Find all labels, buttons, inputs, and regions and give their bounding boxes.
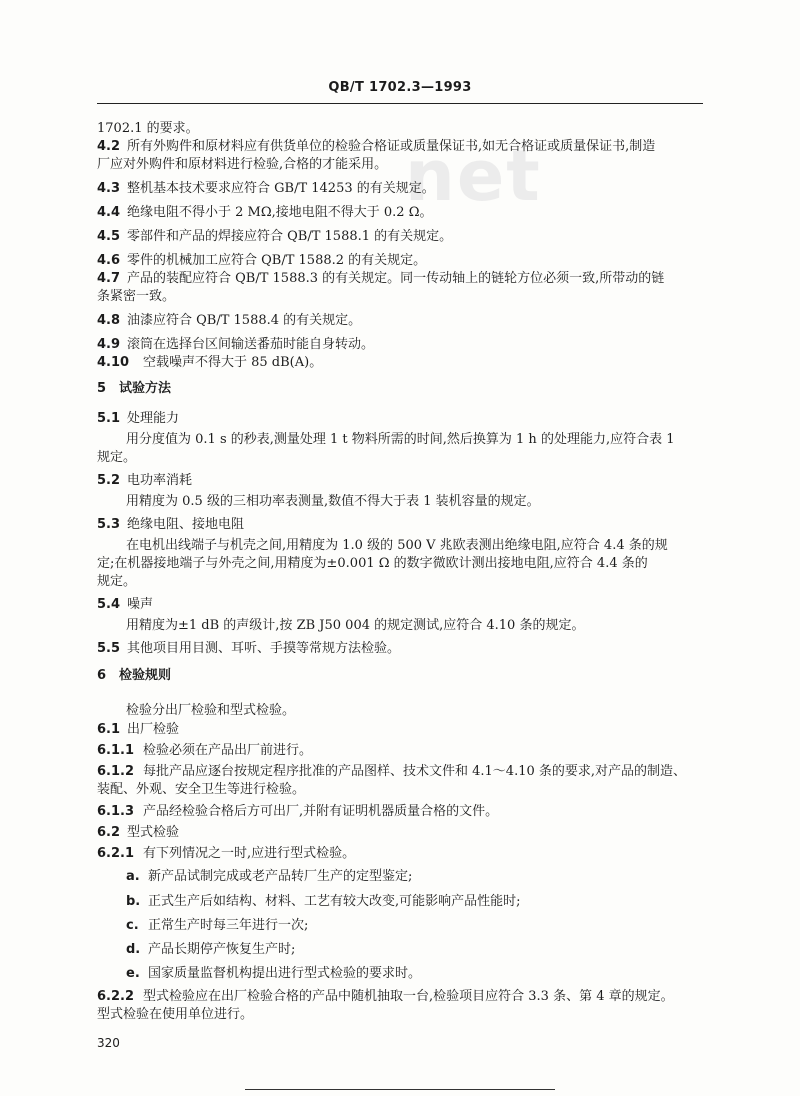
text-line	[97, 120, 737, 138]
clause-text: 检验规则	[119, 668, 172, 683]
clause-text: 出厂检验	[127, 722, 180, 737]
clause-text: 装配、外观、安全卫生等进行检验。	[97, 782, 306, 797]
clause-number: 4.3	[97, 181, 121, 196]
clause-number: 6.1	[97, 722, 121, 737]
section-heading	[97, 667, 737, 685]
text-line	[97, 449, 737, 467]
list-item	[126, 917, 766, 935]
page-number: 320	[97, 1036, 120, 1050]
text-line	[97, 228, 737, 246]
list-item	[126, 893, 766, 911]
clause-number: 6.2	[97, 825, 121, 840]
text-line	[97, 721, 737, 739]
clause-number: 4.9	[97, 337, 121, 352]
text-line	[97, 640, 737, 658]
clause-text: 新产品试制完成或老产品转厂生产的定型鉴定;	[148, 869, 413, 884]
clause-number: 5	[97, 381, 107, 396]
text-line	[97, 252, 737, 270]
text-line	[97, 312, 737, 330]
text-line	[97, 336, 737, 354]
clause-number: 5.1	[97, 411, 121, 426]
text-line	[97, 555, 737, 573]
section-heading	[97, 380, 737, 398]
clause-number: 5.2	[97, 473, 121, 488]
clause-text: 条紧密一致。	[97, 289, 176, 304]
clause-text: 电功率消耗	[127, 473, 193, 488]
clause-text: 型式检验在使用单位进行。	[97, 1007, 254, 1022]
clause-text: 处理能力	[127, 411, 180, 426]
list-label: e.	[126, 966, 140, 981]
text-line	[97, 516, 737, 534]
list-label: d.	[126, 942, 141, 957]
clause-number: 4.4	[97, 205, 121, 220]
clause-text: 噪声	[127, 597, 154, 612]
text-line	[97, 1006, 737, 1024]
clause-text: 滚筒在选择台区间输送番茄时能自身转动。	[127, 337, 375, 352]
clause-text: 在电机出线端子与机壳之间,用精度为 1.0 级的 500 V 兆欧表测出绝缘电阻,应符合 4.4 条的规	[126, 538, 668, 553]
clause-text: 绝缘电阻、接地电阻	[127, 517, 245, 532]
text-line	[97, 988, 737, 1006]
text-line	[126, 537, 766, 555]
clause-number: 6.1.1	[97, 743, 135, 758]
clause-text: 型式检验	[127, 825, 180, 840]
clause-text: 空载噪声不得大于 85 dB(A)。	[143, 355, 323, 370]
clause-text: 规定。	[97, 450, 137, 465]
clause-text: 用分度值为 0.1 s 的秒表,测量处理 1 t 物料所需的时间,然后换算为 1 h 的处理能力,应符合表 1	[126, 432, 675, 447]
text-line	[97, 204, 737, 222]
list-label: b.	[126, 894, 141, 909]
text-line	[97, 596, 737, 614]
text-line	[97, 573, 737, 591]
clause-text: 检验必须在产品出厂前进行。	[143, 743, 313, 758]
clause-number: 6.2.2	[97, 989, 135, 1004]
clause-number: 5.3	[97, 517, 121, 532]
clause-number: 4.5	[97, 229, 121, 244]
clause-text: 其他项目用目测、耳听、手摸等常规方法检验。	[127, 641, 401, 656]
list-label: c.	[126, 918, 139, 933]
clause-text: 零部件和产品的焊接应符合 QB/T 1588.1 的有关规定。	[127, 229, 453, 244]
clause-text: 用精度为 0.5 级的三相功率表测量,数值不得大于表 1 装机容量的规定。	[126, 494, 540, 509]
clause-text: 所有外购件和原材料应有供货单位的检验合格证或质量保证书,如无合格证或质量保证书,制造	[127, 139, 656, 154]
watermark: net	[405, 135, 542, 217]
clause-text: 厂应对外购件和原材料进行检验,合格的才能采用。	[97, 157, 388, 172]
list-label: a.	[126, 869, 140, 884]
clause-text: 产品经检验合格后方可出厂,并附有证明机器质量合格的文件。	[143, 804, 499, 819]
text-line	[97, 138, 737, 156]
text-line	[97, 763, 737, 781]
clause-text: 用精度为±1 dB 的声级计,按 ZB J50 004 的规定测试,应符合 4.10 条的规定。	[126, 618, 585, 633]
clause-number: 4.10	[97, 355, 130, 370]
clause-text: 每批产品应逐台按规定程序批准的产品图样、技术文件和 4.1～4.10 条的要求,对产品的制造、	[143, 764, 687, 779]
list-item	[126, 868, 766, 886]
clause-text: 正式生产后如结构、材料、工艺有较大改变,可能影响产品性能时;	[148, 894, 521, 909]
text-line	[97, 781, 737, 799]
clause-text: 正常生产时每三年进行一次;	[148, 918, 309, 933]
clause-text: 产品的装配应符合 QB/T 1588.3 的有关规定。同一传动轴上的链轮方位必须一致,所带动的链	[127, 271, 665, 286]
text-line	[126, 702, 766, 720]
text-line	[97, 288, 737, 306]
clause-number: 6	[97, 668, 107, 683]
text-line	[97, 472, 737, 490]
clause-text: 零件的机械加工应符合 QB/T 1588.2 的有关规定。	[127, 253, 427, 268]
clause-text: 定;在机器接地端子与外壳之间,用精度为±0.001 Ω 的数字微欧计测出接地电阻,应符合 4.4 条的	[97, 556, 648, 571]
text-line	[97, 180, 737, 198]
clause-number: 6.1.2	[97, 764, 135, 779]
clause-text: 试验方法	[119, 381, 172, 396]
clause-number: 4.6	[97, 253, 121, 268]
clause-number: 4.2	[97, 139, 121, 154]
text-line	[97, 410, 737, 428]
text-line	[97, 270, 737, 288]
text-line	[126, 493, 766, 511]
clause-text: 整机基本技术要求应符合 GB/T 14253 的有关规定。	[127, 181, 435, 196]
clause-number: 5.5	[97, 641, 121, 656]
header-rule	[97, 103, 703, 104]
clause-number: 4.8	[97, 313, 121, 328]
list-item	[126, 965, 766, 983]
clause-text: 油漆应符合 QB/T 1588.4 的有关规定。	[127, 313, 362, 328]
clause-text: 1702.1 的要求。	[97, 121, 199, 136]
text-line	[97, 354, 737, 372]
text-line	[97, 156, 737, 174]
clause-number: 6.1.3	[97, 804, 135, 819]
text-line	[97, 803, 737, 821]
text-line	[126, 617, 766, 635]
clause-text: 检验分出厂检验和型式检验。	[126, 703, 296, 718]
clause-number: 6.2.1	[97, 846, 135, 861]
standard-code-header: QB/T 1702.3—1993	[328, 80, 472, 95]
text-line	[126, 431, 766, 449]
clause-text: 绝缘电阻不得小于 2 MΩ,接地电阻不得大于 0.2 Ω。	[127, 205, 433, 220]
list-item	[126, 941, 766, 959]
clause-number: 5.4	[97, 597, 121, 612]
text-line	[97, 824, 737, 842]
clause-text: 产品长期停产恢复生产时;	[148, 942, 296, 957]
clause-number: 4.7	[97, 271, 121, 286]
clause-text: 型式检验应在出厂检验合格的产品中随机抽取一台,检验项目应符合 3.3 条、第 4 章的规定。	[143, 989, 674, 1004]
text-line	[97, 845, 737, 863]
clause-text: 有下列情况之一时,应进行型式检验。	[143, 846, 356, 861]
clause-text: 规定。	[97, 574, 137, 589]
bottom-rule	[245, 1089, 555, 1090]
text-line	[97, 742, 737, 760]
clause-text: 国家质量监督机构提出进行型式检验的要求时。	[148, 966, 422, 981]
